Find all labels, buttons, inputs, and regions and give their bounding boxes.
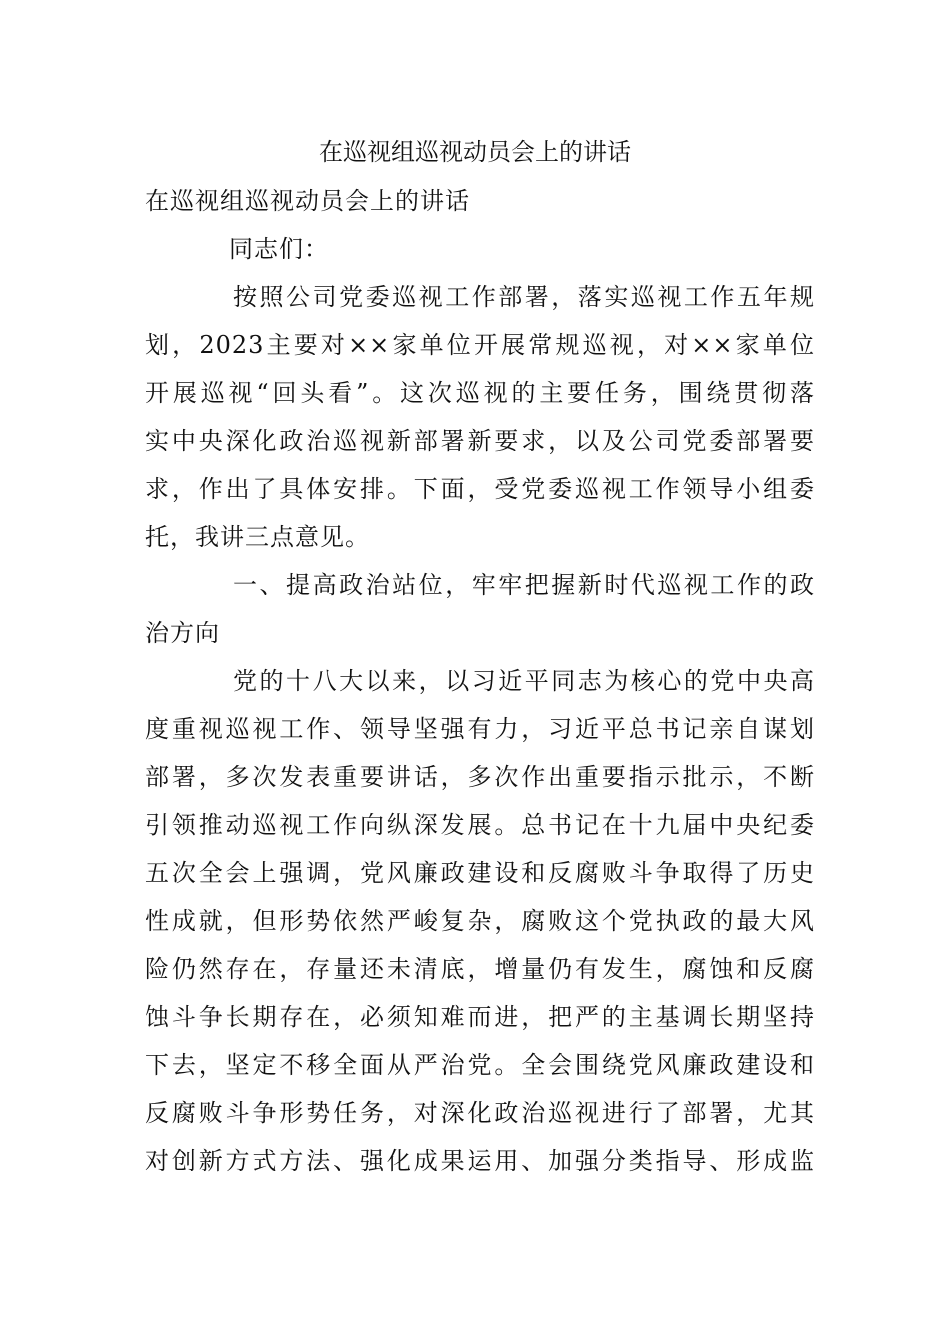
document-title: 在巡视组巡视动员会上的讲话 <box>319 138 631 166</box>
paragraph-1-line: 开展巡视“回头看”。这次巡视的主要任务，围绕贯彻落 <box>145 379 815 407</box>
section-heading-line: 一、提高政治站位，牢牢把握新时代巡视工作的政 <box>233 571 815 599</box>
greeting: 同志们： <box>229 235 329 263</box>
paragraph-2-line: 性成就，但形势依然严峻复杂，腐败这个党执政的最大风 <box>145 907 815 935</box>
document-body <box>145 177 815 1185</box>
paragraph-2-line: 度重视巡视工作、领导坚强有力，习近平总书记亲自谋划 <box>145 715 815 743</box>
paragraph-1-line: 求，作出了具体安排。下面，受党委巡视工作领导小组委 <box>145 475 815 503</box>
paragraph-2-line: 蚀斗争长期存在，必须知难而进，把严的主基调长期坚持 <box>145 1003 815 1031</box>
paragraph-2-line: 对创新方式方法、强化成果运用、加强分类指导、形成监 <box>145 1147 815 1175</box>
paragraph-1-line: 划，2023主要对××家单位开展常规巡视，对××家单位 <box>145 331 815 359</box>
paragraph-2-line: 下去，坚定不移全面从严治党。全会围绕党风廉政建设和 <box>145 1051 815 1079</box>
paragraph-2-line: 五次全会上强调，党风廉政建设和反腐败斗争取得了历史 <box>145 859 815 887</box>
paragraph-2-line: 反腐败斗争形势任务，对深化政治巡视进行了部署，尤其 <box>145 1099 815 1127</box>
paragraph-1-line: 实中央深化政治巡视新部署新要求，以及公司党委部署要 <box>145 427 815 455</box>
paragraph-2-line: 党的十八大以来，以习近平同志为核心的党中央高 <box>233 667 815 695</box>
paragraph-2-line: 引领推动巡视工作向纵深发展。总书记在十九届中央纪委 <box>145 811 815 839</box>
paragraph-1-line: 托，我讲三点意见。 <box>145 523 370 551</box>
document-subtitle: 在巡视组巡视动员会上的讲话 <box>145 187 470 215</box>
paragraph-1-line: 按照公司党委巡视工作部署，落实巡视工作五年规 <box>233 283 815 311</box>
section-heading-line: 治方向 <box>145 619 220 647</box>
paragraph-2-line: 险仍然存在，存量还未清底，增量仍有发生，腐蚀和反腐 <box>145 955 815 983</box>
paragraph-2-line: 部署，多次发表重要讲话，多次作出重要指示批示，不断 <box>145 763 815 791</box>
